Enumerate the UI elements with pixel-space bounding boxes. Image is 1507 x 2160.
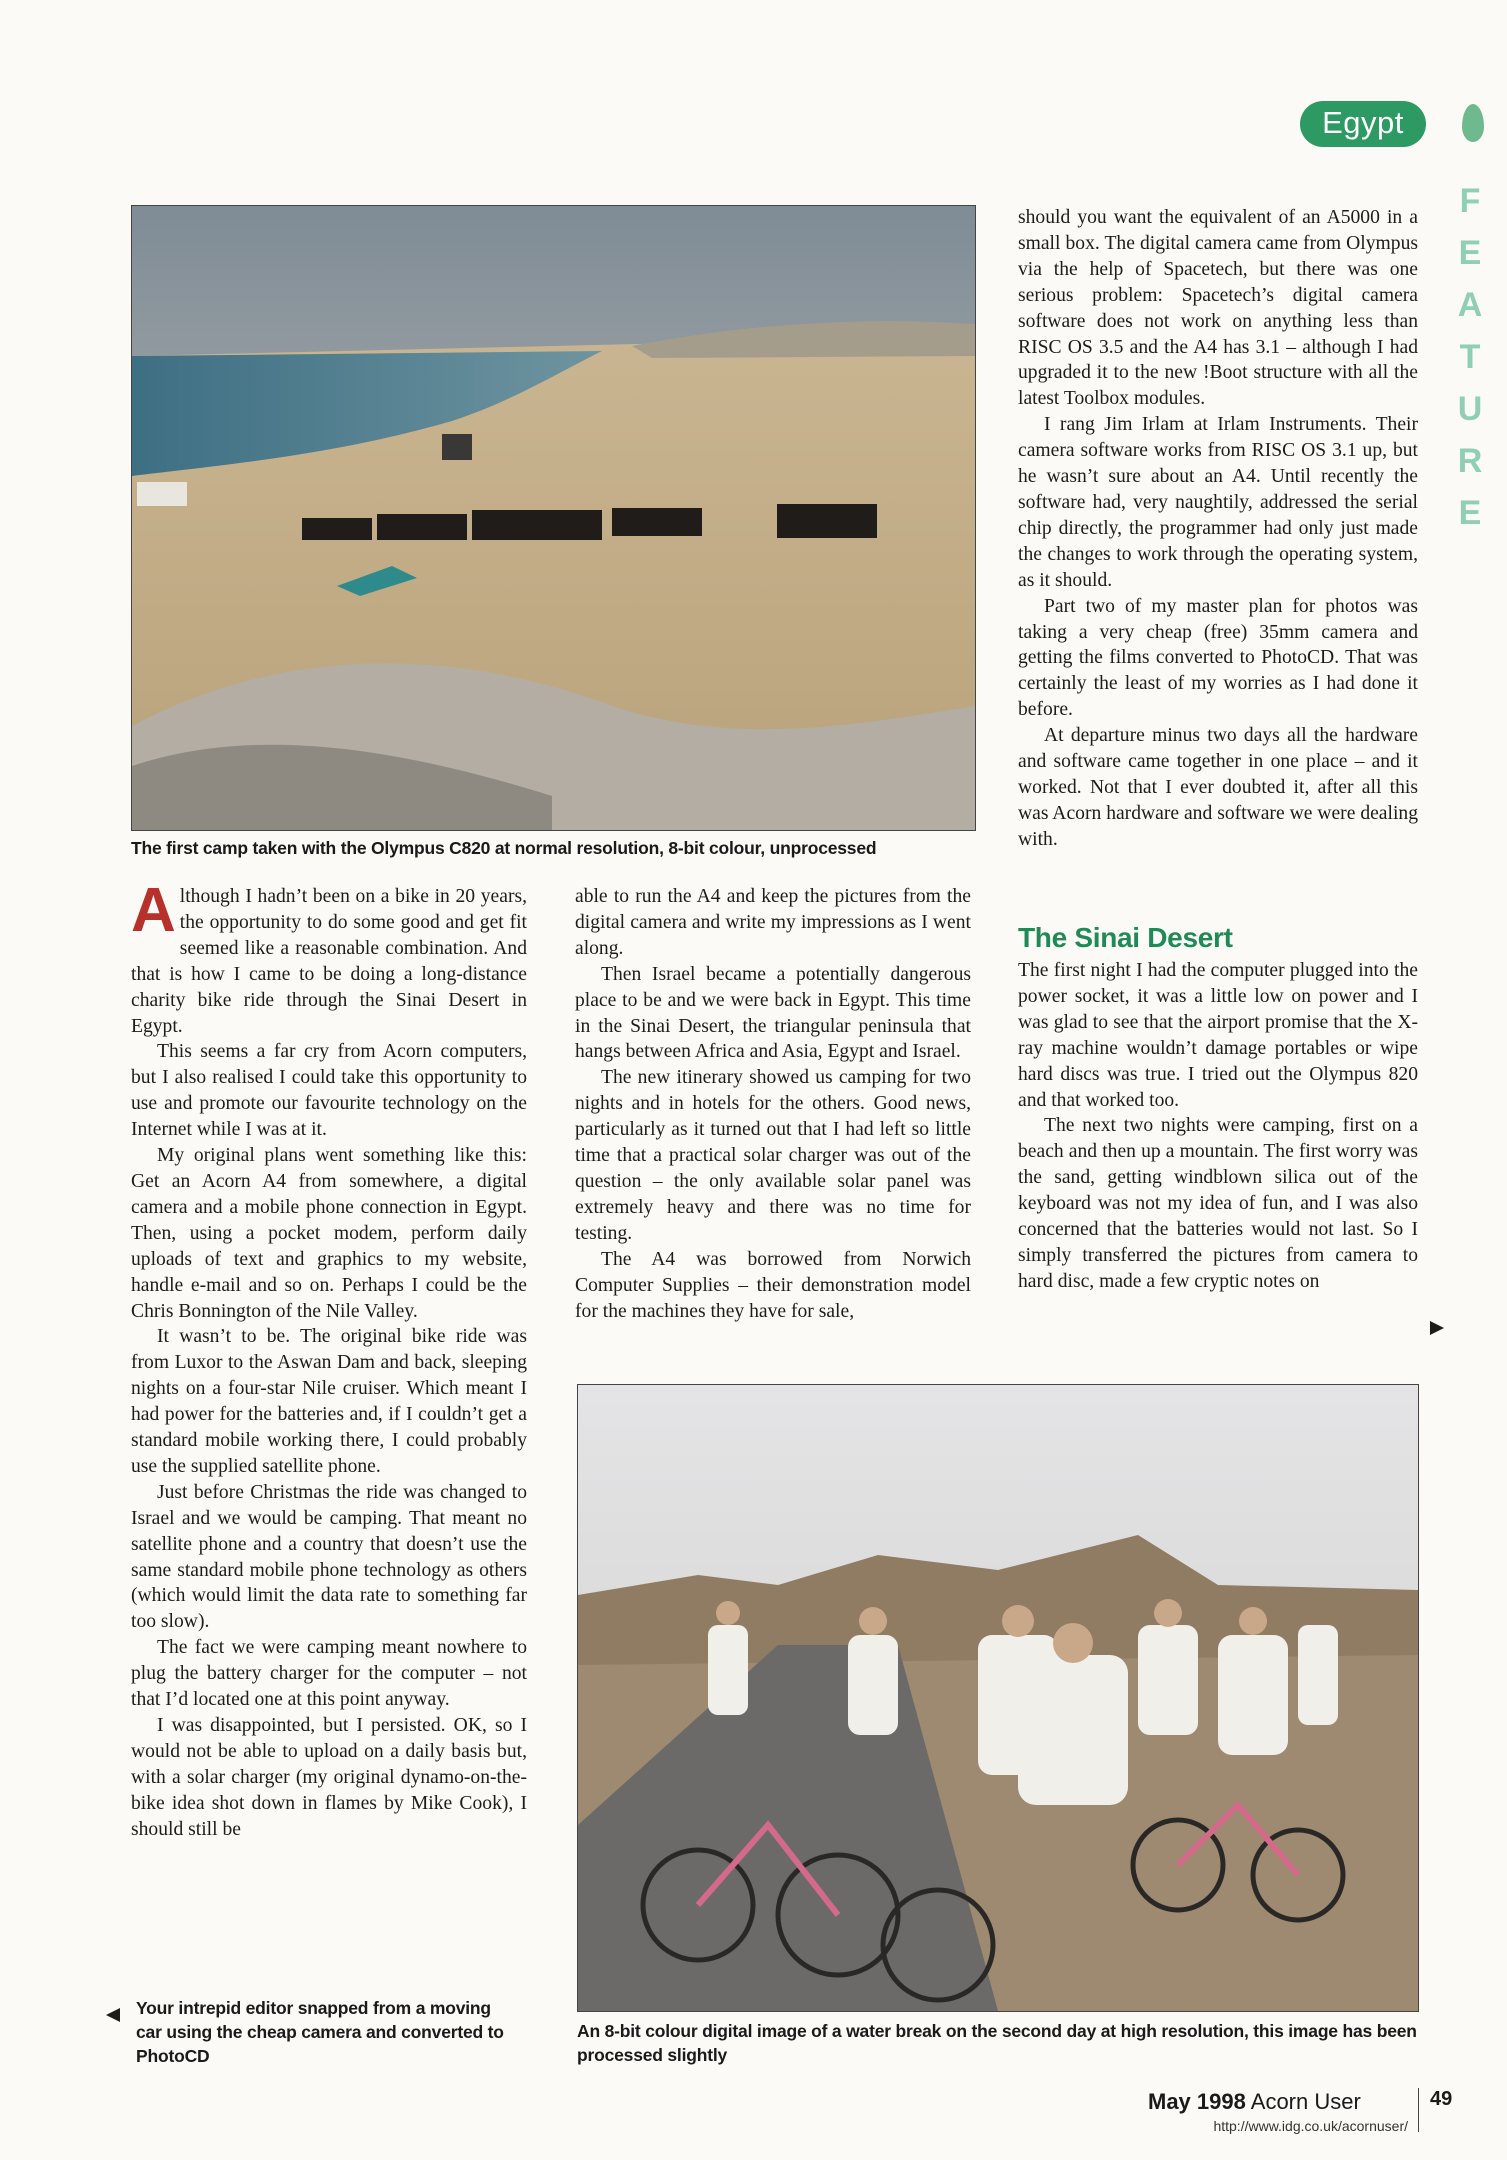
camp-photo-illustration [132, 206, 975, 830]
footer-issue [1148, 2088, 1361, 2116]
section-heading: The Sinai Desert [1018, 922, 1233, 953]
side-photo-caption: Your intrepid editor snapped from a moving car using the cheap camera and converted to PhotoCD [136, 1998, 504, 2066]
sidebar-letter: R [1457, 442, 1483, 480]
article-column-1 [131, 876, 527, 1843]
water-break-photo-caption: An 8-bit colour digital image of a water break on the second day at high resolution, this image has been processed slightly [577, 2021, 1417, 2065]
sidebar-letter: F [1459, 182, 1481, 220]
article-column-3 [1018, 205, 1418, 853]
footer-url: http://www.idg.co.uk/acornuser/ [1213, 2118, 1408, 2134]
section-tab-label: Egypt [1322, 105, 1404, 140]
sidebar-letter: U [1457, 390, 1483, 428]
sidebar-letter: E [1458, 494, 1482, 532]
article-paragraph: The new itinerary showed us camping for two nights and in hotels for the others. Good news, particularly as it turned out that I had left so little time that a practical solar charger was out of the question – the only available solar panel was extremely heavy and there was no time for testing. [575, 1067, 971, 1244]
article-paragraph: Then Israel became a potentially dangerous place to be and we were back in Egypt. This time in the Sinai Desert, the triangular peninsula that hangs between Africa and Asia, Egypt and Israel. [575, 963, 971, 1063]
footer-divider [1418, 2088, 1419, 2132]
camp-photo [131, 205, 976, 831]
article-paragraph: able to run the A4 and keep the pictures from the digital camera and write my impressions as I went along. [575, 886, 971, 959]
article-paragraph: The next two nights were camping, first on a beach and then up a mountain. The first worry was the sand, getting windblown silica out of the keyboard was not my idea of fun, and I was also concerned that the batteries would not last. So I simply transferred the pictures from camera to hard disc, made a few cryptic notes on [1018, 1115, 1418, 1292]
article-paragraph: should you want the equivalent of an A5000 in a small box. The digital camera came from Olympus via the help of Spacetech, but there was one serious problem: Spacetech’s digital camera software does not work on anything less than RISC OS 3.5 and the A4 has 3.1 – although I had upgraded it to the new !Boot structure with all the latest Toolbox modules. [1018, 207, 1418, 410]
sidebar-letter: A [1457, 286, 1483, 324]
footer-magazine-name: Acorn User [1250, 2089, 1361, 2114]
article-paragraph: My original plans went something like this: Get an Acorn A4 from somewhere, a digital camera and a mobile phone connection in Egypt. Then, using a pocket modem, perform daily uploads of text and graphics to my website, handle e-mail and so on. Perhaps I could be the Chris Bonnington of the Nile Valley. [131, 1145, 527, 1322]
article-paragraph: Just before Christmas the ride was changed to Israel and we would be camping. That meant no satellite phone and a country that doesn’t use the same standard mobile phone technology as others (which would limit the data rate to something far too slow). [131, 1481, 527, 1633]
sidebar-letter: T [1459, 338, 1481, 376]
article-paragraph: I was disappointed, but I persisted. OK, so I would not be able to upload on a daily basis but, with a solar charger (my original dynamo-on-the-bike idea shot down in flames by Mike Cook), I should still be [131, 1715, 527, 1840]
article-paragraph: I rang Jim Irlam at Irlam Instruments. Their camera software works from RISC OS 3.1 up, but he wasn’t sure about an A4. Until recently the software had, very naughtily, addressed the serial chip directly, the programmer had only just made the changes to work through the operating system, as it should. [1018, 414, 1418, 591]
drop-cap: A [131, 876, 176, 945]
article-column-2 [575, 884, 971, 1324]
water-break-photo-illustration [578, 1385, 1418, 2011]
footer-issue-date: May 1998 [1148, 2089, 1246, 2114]
article-paragraph: The first night I had the computer plugged into the power socket, it was a little low on power and I was glad to see that the airport promise that the X-ray machine wouldn’t damage portables or wipe hard discs was true. I tried out the Olympus 820 and that worked too. [1018, 960, 1418, 1111]
camp-photo-caption: The first camp taken with the Olympus C820 at normal resolution, 8-bit colour, unprocessed [131, 838, 877, 858]
footer-page-number: 49 [1430, 2088, 1453, 2110]
article-column-3-continued [1018, 958, 1418, 1295]
article-paragraph: This seems a far cry from Acorn computers, but I also realised I could take this opportunity to use and promote our favourite technology on the Internet while I was at it. [131, 1041, 527, 1141]
article-paragraph: The fact we were camping meant nowhere to plug the battery charger for the computer – not that I’d located one at this point anyway. [131, 1637, 527, 1711]
back-arrow-icon [106, 2008, 120, 2022]
article-paragraph: The A4 was borrowed from Norwich Computer Supplies – their demonstration model for the machines they have for sale, [575, 1248, 971, 1322]
article-paragraph: It wasn’t to be. The original bike ride was from Luxor to the Aswan Dam and back, sleeping nights on a four-star Nile cruiser. Which meant I had power for the batteries and, if I couldn’t get a standard mobile working there, I could probably use the supplied satellite phone. [131, 1326, 527, 1477]
article-paragraph: Although I hadn’t been on a bike in 20 years, the opportunity to do some good and get fit seemed like a reasonable combination. And that is how I came to be doing a long-distance charity bike ride through the Sinai Desert in Egypt. [131, 876, 527, 1037]
article-paragraph: At departure minus two days all the hardware and software came together in one place – and it worked. Not that I ever doubted it, after all this was Acorn hardware and software we were dealing with. [1018, 725, 1418, 850]
leaf-icon [1462, 104, 1484, 142]
feature-sidebar [1450, 175, 1490, 539]
sidebar-letter: E [1458, 234, 1482, 272]
article-paragraph: Part two of my master plan for photos was taking a very cheap (free) 35mm camera and getting the films converted to PhotoCD. That was certainly the least of my worries as I had done it before. [1018, 595, 1418, 721]
water-break-photo [577, 1384, 1419, 2012]
continue-arrow-icon [1430, 1321, 1444, 1335]
